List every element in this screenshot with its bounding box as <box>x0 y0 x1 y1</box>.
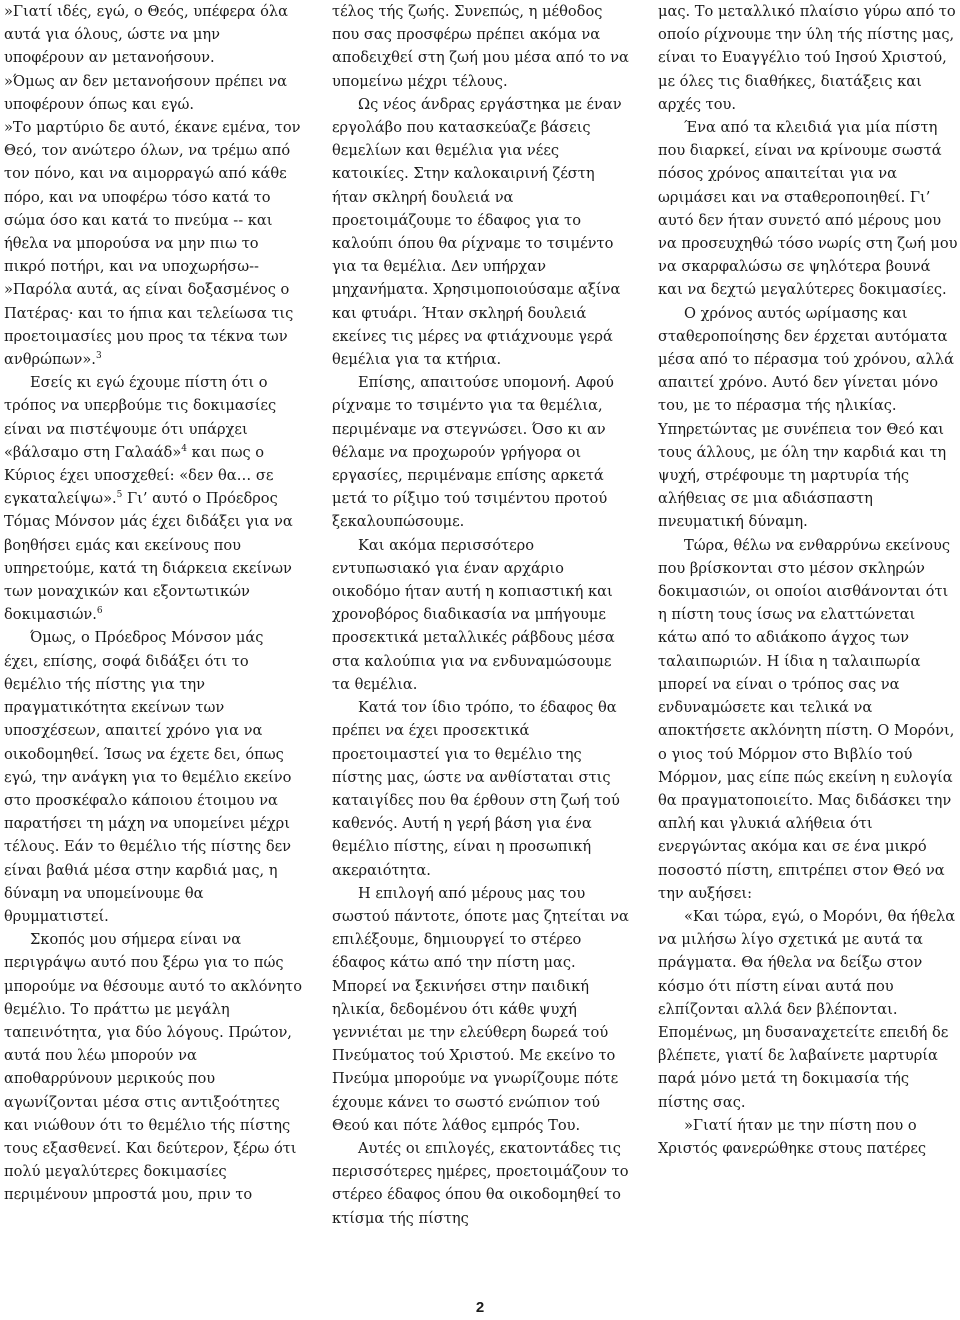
paragraph: «Και τώρα, εγώ, ο Μορόνι, θα ήθελα να μιλήσω λίγο σχετικά με αυτά τα πράγματα. Θα ήθελα να δείξω στον κόσμο ότι πίστη είναι αυτά που ελπίζονται αλλά δεν βλέπονται. Επομένως, μη δυσαναχετείτε επειδή δε βλέπετε, γιατί δε λαβαίνετε μαρτυρία παρά μόνο μετά τη δοκιμασία τής πίστης σας. <box>658 907 956 1111</box>
paragraph: Η επιλογή από μέρους μας του σωστού πάντοτε, όποτε μας ζητείται να επιλέξουμε, δημιουργεί το στέρεο έδαφος κάτω από την πίστη μας. Μπορεί να ξεκινήσει στην παιδική ηλικία, δεδομένου ότι κάθε ψυχή γεννιέται με την ελεύθερη δωρεά τού Πνεύματος τού Χριστού. Με εκείνο το Πνεύμα μπορούμε να γνωρίζουμε πότε έχουμε κάνει το σωστό ενώπιον τού Θεού και πότε λάθος εμπρός Του. <box>332 884 629 1134</box>
page-number: 2 <box>475 1299 485 1316</box>
paragraph: »Γιατί ιδές, εγώ, ο Θεός, υπέφερα όλα αυτά για όλους, ώστε να μην υποφέρουν αν μετανοήσουν. <box>4 3 289 67</box>
footnote-ref: 6 <box>96 606 103 617</box>
footnote-ref: 5 <box>116 490 123 501</box>
paragraph: τέλος τής ζωής. Συνεπώς, η μέθοδος που σας προσφέρω πρέπει ακόμα να αποδειχθεί στη ζωή μου μέσα από το να υπομείνω μέχρι τέλους. <box>332 3 629 90</box>
paragraph: Επίσης, απαιτούσε υπομονή. Αφού ρίχναμε το τσιμέντο για τα θεμέλια, περιμέναμε να στεγνώσει. Όσο κι αν θέλαμε να προχωρούν γρήγορα οι εργασίες, περιμέναμε επίσης αρκετά μετά το ρίξιμο τού τσιμέντου προτού ξεκαλουπώσουμε. <box>332 374 614 531</box>
footnote-ref: 3 <box>95 351 102 362</box>
paragraph: Ως νέος άνδρας εργάστηκα με έναν εργολάβο που κατασκεύαζε βάσεις θεμελίων και θεμέλια για νέες κατοικίες. Στην καλοκαιρινή ζέστη ήταν σκληρή δουλειά να προετοιμάζουμε το έδαφος για το καλούπι όπου θα ρίχναμε το τσιμέντο για τα θεμέλια. Δεν υπήρχαν μηχανήματα. Χρησιμοποιούσαμε αξίνα και φτυάρι. Ήταν σκληρή δουλειά εκείνες τις μέρες να φτιάχνουμε γερά θεμέλια για τα κτήρια. <box>332 95 622 369</box>
paragraph: μας. Το μεταλλικό πλαίσιο γύρω από το οποίο ρίχνουμε την ύλη τής πίστης μας, είναι το Ευαγγέλιο τού Ιησού Χριστού, με όλες τις διαθήκες, διατάξεις και αρχές του. <box>658 3 956 113</box>
paragraph: Ο χρόνος αυτός ωρίμασης και σταθεροποίησης δεν έρχεται αυτόματα μέσα από το πέρασμα τού χρόνου, αλλά απαιτεί χρόνο. Αυτό δεν γίνεται μόνο του, με το πέρασμα τής ηλικίας. Υπηρετώντας με συνέπεια τον Θεό και τους άλλους, με όλη την καρδιά και τη ψυχή, στρέφουμε τη μαρτυρία τής αλήθειας σε μια αδιάσπαστη πνευματική δύναμη. <box>658 304 954 531</box>
paragraph: Τώρα, θέλω να ενθαρρύνω εκείνους που βρίσκονται στο μέσον σκληρών δοκιμασιών, οι οποίοι αισθάνονται ότι η πίστη τους ίσως να ελαττώνεται κάτω από το αδιάκοπο άγχος των ταλαιπωριών. Η ίδια η ταλαιπωρία μπορεί να είναι ο τρόπος σας να ενδυναμώσετε και τελικά να αποκτήσετε ακλόνητη πίστη. Ο Μορόνι, ο γιος τού Μόρμον στο Βιβλίο τού Μόρμον, μας είπε πώς εκείνη η ευλογία θα πραγματοποιείτο. Μας διδάσκει την απλή και γλυκιά αλήθεια ότι ενεργώντας ακόμα και σε ένα μικρό ποσοστό πίστη, επιτρέπει στον Θεό να την αυξήσει: <box>658 536 955 902</box>
footnote-ref: 4 <box>181 443 188 454</box>
paragraph: »Το μαρτύριο δε αυτό, έκανε εμένα, τον Θεό, τον ανώτερο όλων, να τρέμω από τον πόνο, και να αιμορραγώ από κάθε πόρο, και να υποφέρω τόσο κατά το σώμα όσο και κατά το πνεύμα -- και ήθελα να μπορούσα να μην πιω το πικρό ποτήρι, και να υποχωρήσω-- <box>4 119 301 276</box>
paragraph: »Γιατί ήταν με την πίστη που ο Χριστός φανερώθηκε στους πατέρες <box>658 1116 927 1157</box>
paragraph: Σκοπός μου σήμερα είναι να περιγράψω αυτό που ξέρω για το πώς μπορούμε να θέσουμε αυτό το ακλόνητο θεμέλιο. Το πράττω με μεγάλη ταπεινότητα, για δύο λόγους. Πρώτον, αυτά που λέω μπορούν να αποθαρρύνουν μερικούς που αγωνίζονται μέσα στις αντιξοότητες και νιώθουν ότι το θεμέλιο τής πίστης τους εξασθενεί. Και δεύτερον, ξέρω ότι πολύ μεγαλύτερες δοκιμασίες περιμένουν μπροστά μου, πριν το <box>4 931 303 1204</box>
paragraph: Αυτές οι επιλογές, εκατοντάδες τις περισσότερες ημέρες, προετοιμάζουν το στέρεο έδαφος όπου θα οικοδομηθεί το κτίσμα τής πίστης <box>332 1139 629 1227</box>
paragraph: Και ακόμα περισσότερο εντυπωσιακό για έναν αρχάριο οικοδόμο ήταν αυτή η κοπιαστική και χρονοβόρος διαδικασία να μπήγουμε προσεκτικά μεταλλικές ράβδους μέσα στα καλούπια για να ενδυναμώσουμε τα θεμέλια. <box>332 536 615 693</box>
text-column-3 <box>658 0 958 1160</box>
paragraph: »Παρόλα αυτά, ας είναι δοξασμένος ο Πατέρας· και το ήπια και τελείωσα τις προετοιμασίες μου προς τα τέκνα των ανθρώπων».$^3$ <box>4 281 294 369</box>
text-column-2 <box>332 0 632 1230</box>
text-column-1 <box>4 0 302 1207</box>
paragraph: Κατά τον ίδιο τρόπο, το έδαφος θα πρέπει να έχει προσεκτικά προετοιμαστεί για το θεμέλιο της πίστης μας, ώστε να ανθίσταται στις καταιγίδες που θα έρθουν στη ζωή τού καθενός. Αυτή η γερή βάση για ένα θεμέλιο πίστης, είναι η προσωπική ακεραιότητα. <box>332 699 620 879</box>
paragraph: Εσείς κι εγώ έχουμε πίστη ότι ο τρόπος να υπερβούμε τις δοκιμασίες είναι να πιστέψουμε ότι υπάρχει «βάλσαμο στη Γαλαάδ»$^4$ και πως ο Κύριος έχει υποσχεθεί: «δεν θα… σε εγκαταλείψω».$^5$ Γι’ αυτό ο Πρόεδρος Τόμας Μόνσον μάς έχει διδάξει για να βοηθήσει εμάς και εκείνους που υπηρετούμε, κατά τη διάρκεια εκείνων των μοναχικών και εξοντωτικών δοκιμασιών.$^6$ <box>4 374 293 624</box>
paragraph: Όμως, ο Πρόεδρος Μόνσον μάς έχει, επίσης, σοφά διδάξει ότι το θεμέλιο τής πίστης για την πραγματικότητα εκείνων των υποσχέσεων, απαιτεί χρόνο για να οικοδομηθεί. Ίσως να έχετε δει, όπως εγώ, την ανάγκη για το θεμέλιο εκείνο στο προσκέφαλο κάποιου έτοιμου να παρατήσει τη μάχη να υπομείνει μέχρι τέλους. Εάν το θεμέλιο τής πίστης δεν είναι βαθιά μέσα στην καρδιά μας, η δύναμη να υπομείνουμε θα θρυμματιστεί. <box>4 629 292 925</box>
paragraph: Ένα από τα κλειδιά για μία πίστη που διαρκεί, είναι να κρίνουμε σωστά πόσος χρόνος απαιτείται για να ωριμάσει και να σταθεροποιηθεί. Γι’ αυτό δεν ήταν συνετό από μέρους μου να προσευχηθώ τόσο νωρίς στη ζωή μου να σκαρφαλώσω σε ψηλότερα βουνά και να δεχτώ μεγαλύτερες δοκιμασίες. <box>658 119 958 299</box>
paragraph: »Όμως αν δεν μετανοήσουν πρέπει να υποφέρουν όπως και εγώ. <box>4 72 288 113</box>
